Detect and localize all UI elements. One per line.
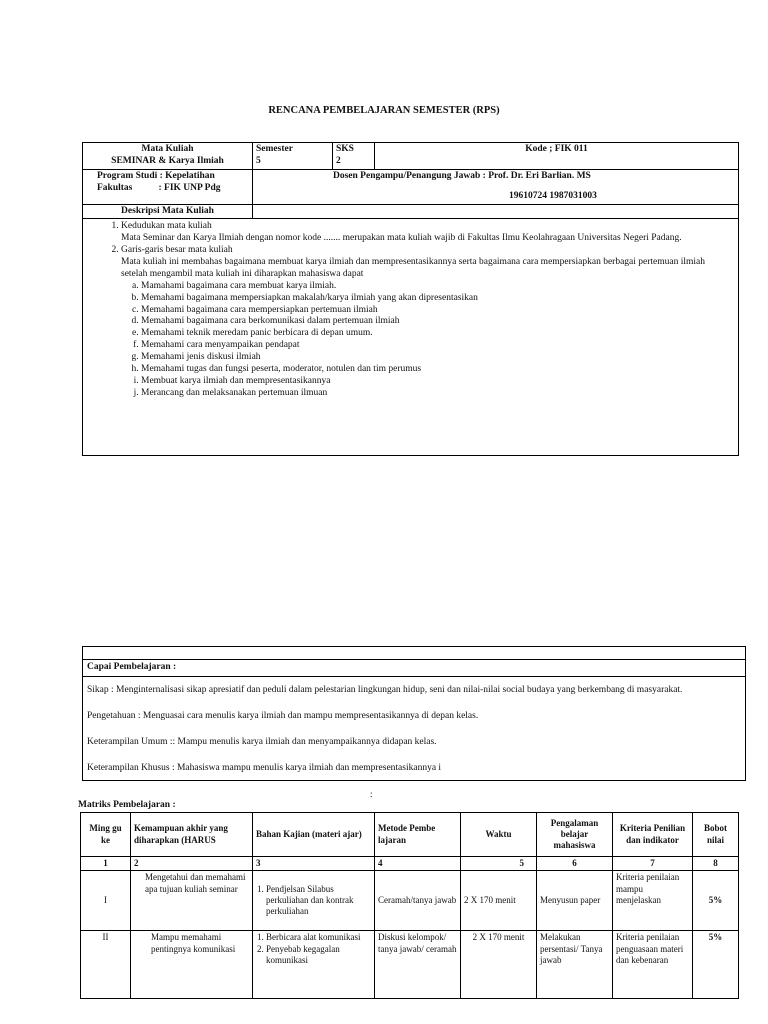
learning-point: j. Merancang dan melaksanakan pertemuan ilmuan	[141, 388, 734, 400]
row-bahan	[253, 871, 375, 931]
program-cell	[83, 169, 253, 204]
stray-colon: :	[370, 789, 373, 799]
deskripsi-body	[83, 219, 739, 456]
learning-point: f. Memahami cara menyampaikan pendapat	[141, 340, 734, 352]
header-kriteria: Kriteria Penilian dan indikator	[613, 813, 693, 857]
row-kriteria: Kriteria penilaian penguasaan materi dan kebenaran	[613, 931, 693, 999]
deskripsi-item-1-title: Kedudukan mata kuliah	[121, 221, 212, 232]
learning-point: e. Memahami teknik meredam panic berbicara di depan umum.	[141, 328, 734, 340]
row-bobot: 5%	[693, 871, 739, 931]
learning-point: g. Memahami jenis diskusi ilmiah	[141, 352, 734, 364]
column-number: 6	[537, 857, 613, 871]
fakultas: Fakultas : FIK UNP Pdg	[97, 182, 221, 193]
deskripsi-item-2	[121, 245, 734, 269]
row-metode: Ceramah/tanya jawab	[375, 871, 461, 931]
column-number: 3	[253, 857, 375, 871]
header-metode: Metode Pembe lajaran	[375, 813, 461, 857]
row-pengalaman: Menyusun paper	[537, 871, 613, 931]
mata-kuliah-value: SEMINAR & Karya Ilmiah	[111, 155, 224, 166]
program-studi: Program Studi : Kepelatihan	[97, 170, 215, 181]
sks-label: SKS	[336, 144, 354, 154]
deskripsi-label: Deskripsi Mata Kuliah	[83, 204, 253, 219]
row-waktu: 2 X 170 menit	[461, 871, 537, 931]
deskripsi-header-empty	[253, 204, 739, 219]
mata-kuliah-cell	[83, 143, 253, 170]
table-row	[81, 931, 739, 999]
row-kemampuan: Mampu memahami pentingnya komunikasi	[131, 931, 253, 999]
matriks-title: Matriks Pembelajaran :	[78, 800, 176, 810]
nip-value: 19610724 1987031003	[509, 190, 597, 201]
learning-points	[125, 281, 734, 400]
row-kriteria: Kriteria penilaian mampu menjelaskan	[613, 871, 693, 931]
matriks-header-row	[81, 813, 739, 857]
deskripsi-item-2-text: Mata kuliah ini membahas bagaimana membuat karya ilmiah dan mempresentasikannya serta bagaimana cara mempersiapkan berbagai pertemuan ilmiah	[121, 257, 706, 267]
column-number: 1	[81, 857, 131, 871]
column-number: 4	[375, 857, 461, 871]
row-pengalaman: Melakukan persentasi/ Tanya jawab	[537, 931, 613, 999]
learning-point: a. Mamahami bagaimana cara membuat karya ilmiah.	[141, 281, 734, 293]
row-bahan	[253, 931, 375, 999]
course-info-table	[82, 142, 739, 456]
learning-point: h. Memahami tugas dan fungsi peserta, moderator, notulen dan tim perumus	[141, 364, 734, 376]
semester-value: 5	[256, 155, 261, 166]
table-row	[81, 871, 739, 931]
row-metode: Diskusi kelompok/ tanya jawab/ ceramah	[375, 931, 461, 999]
column-number: 5	[461, 857, 537, 871]
semester-label: Semester	[256, 144, 293, 154]
matriks-number-row	[81, 857, 739, 871]
row-bobot: 5%	[693, 931, 739, 999]
column-number: 2	[131, 857, 253, 871]
learning-point: c. Memahami bagaimana cara mempersiapkan pertemuan ilmiah	[141, 305, 734, 317]
row-waktu: 2 X 170 menit	[461, 931, 537, 999]
header-bahan: Bahan Kajian (materi ajar)	[253, 813, 375, 857]
deskripsi-lead: setelah mengambil mata kuliah ini diharapkan mahasiswa dapat	[121, 268, 364, 279]
dosen-cell	[253, 169, 739, 204]
kode-value: Kode ; FIK 011	[525, 144, 588, 154]
capaian-khusus: Keterampilan Khusus : Mahasiswa mampu menulis karya ilmiah dan mempresentasikannya i	[87, 762, 442, 773]
header-kemampuan: Kemampuan akhir yang diharapkan (HARUS	[131, 813, 253, 857]
capaian-body	[83, 676, 745, 781]
row-minggu: II	[81, 931, 131, 999]
bahan-item: 1. Berbicara alat komunikasi	[266, 932, 371, 943]
bahan-item: 2. Penyebab kegagalan komunikasi	[266, 944, 371, 967]
page-title: RENCANA PEMBELAJARAN SEMESTER (RPS)	[268, 105, 500, 116]
learning-point: b. Memahami bagaimana mempersiapkan makalah/karya ilmiah yang akan dipresentasikan	[141, 293, 734, 305]
header-bobot: Bobot nilai	[693, 813, 739, 857]
learning-point: d. Memahami bagaimana cara berkomunikasi dalam pertemuan ilmiah	[141, 316, 734, 328]
column-number: 7	[613, 857, 693, 871]
header-minggu: Ming gu ke	[81, 813, 131, 857]
kode-cell	[375, 143, 739, 170]
header-pengalaman: Pengalaman belajar mahasiswa	[537, 813, 613, 857]
capaian-umum: Keterampilan Umum :: Mampu menulis karya ilmiah dan menyampaikannya didapan kelas.	[87, 736, 437, 747]
column-number: 8	[693, 857, 739, 871]
bahan-list	[256, 932, 371, 966]
capaian-sikap: Sikap : Menginternalisasi sikap apresiatif dan peduli dalam pelestarian lingkungan hidup, seni dan nilai-nilai social budaya yang berkembang di masyarakat.	[87, 684, 683, 695]
matriks-table	[80, 812, 739, 999]
bahan-list	[256, 884, 371, 918]
dosen-value: Dosen Pengampu/Penangung Jawab : Prof. Dr. Eri Barlian. MS	[333, 170, 591, 181]
bahan-item: 1. Pendjelsan Silabus perkuliahan dan kontrak perkuliahan	[266, 884, 371, 918]
learning-point: i. Membuat karya ilmiah dan mempresentasikannya	[141, 376, 734, 388]
deskripsi-item-1	[121, 221, 734, 245]
deskripsi-item-1-text: Mata Seminar dan Karya Ilmiah dengan nomor kode ....... merupakan mata kuliah wajib di Fakultas Ilmu Keolahragaan Universitas Negeri Padang.	[121, 233, 682, 244]
row-kemampuan: Mengetahui dan memahami apa tujuan kuliah seminar	[131, 871, 253, 931]
capaian-label: Capai Pembelajaran :	[83, 659, 745, 676]
sks-value: 2	[336, 155, 341, 166]
header-waktu: Waktu	[461, 813, 537, 857]
sks-cell	[333, 143, 375, 170]
capaian-pengetahuan: Pengetahuan : Menguasai cara menulis karya ilmiah dan mampu mempresentasikannya di depan kelas.	[87, 710, 479, 721]
deskripsi-list	[107, 221, 734, 269]
row-minggu: I	[81, 871, 131, 931]
deskripsi-item-2-title: Garis-garis besar mata kuliah	[121, 245, 233, 256]
mata-kuliah-label: Mata Kuliah	[141, 144, 194, 154]
semester-cell	[253, 143, 333, 170]
capaian-box	[82, 646, 746, 781]
